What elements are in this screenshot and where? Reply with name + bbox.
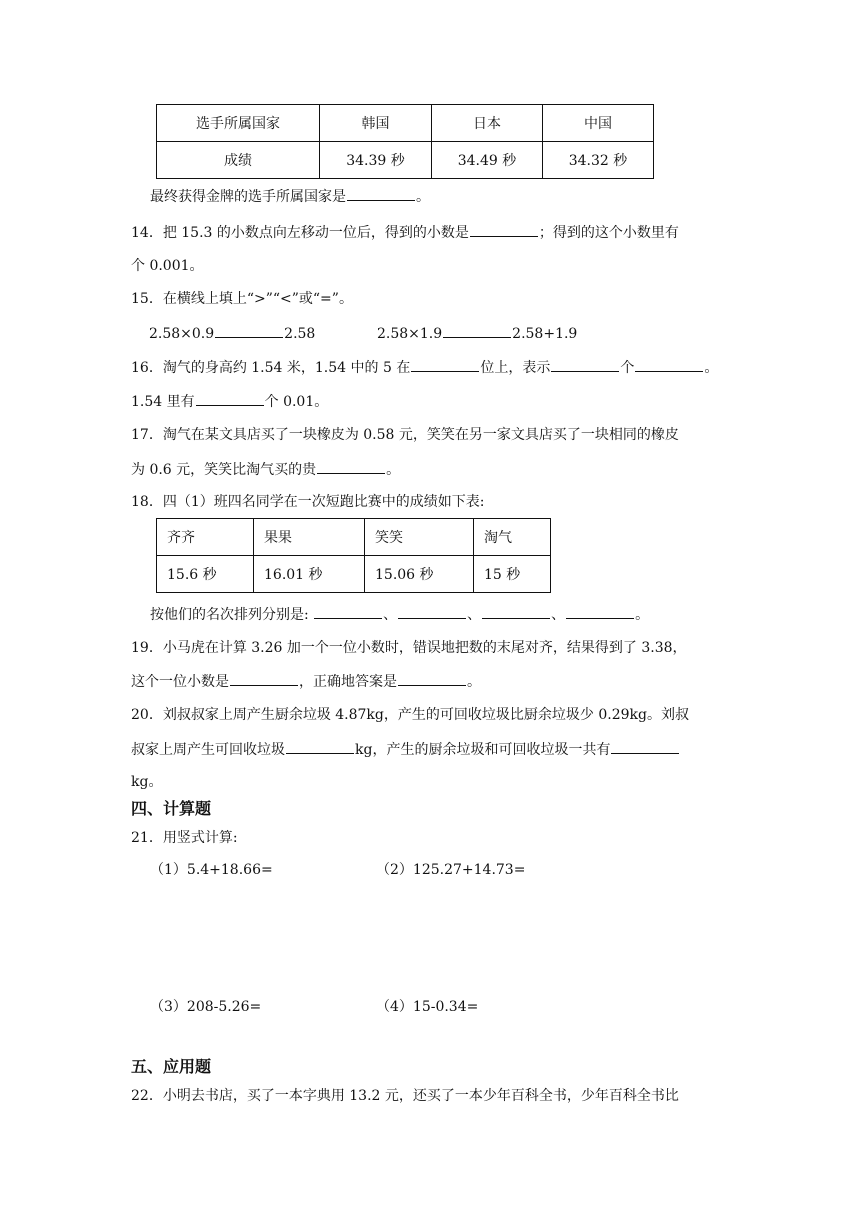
calc-item: （4）15-0.34= (376, 999, 479, 1015)
question-14: 14．把 15.3 的小数点向左移动一位后，得到的小数是 ；得到的这个小数里有 (131, 222, 679, 243)
answer-blank[interactable] (314, 604, 382, 619)
table-header-cell: 日本 (432, 105, 543, 142)
race-result-table (156, 518, 551, 593)
section-heading: 五、应用题 (131, 1057, 212, 1076)
table-cell: 齐齐 (157, 519, 254, 556)
question-20: 20．刘叔叔家上周产生厨余垃圾 4.87kg，产生的可回收垃圾比厨余垃圾少 0.29kg。刘叔 (131, 707, 689, 723)
table-row (157, 519, 551, 556)
table-cell: 笑笑 (365, 519, 474, 556)
question-20-line2: 叔家上周产生可回收垃圾 kg，产生的厨余垃圾和可回收垃圾一共有 (131, 739, 680, 760)
table-header-cell: 中国 (543, 105, 654, 142)
answer-blank[interactable] (611, 739, 679, 754)
calc-item: （1）5.4+18.66= (150, 862, 273, 878)
question-17-line2: 为 0.6 元，笑笑比淘气买的贵 。 (131, 459, 400, 480)
question-20-line3: kg。 (131, 774, 163, 790)
question-22: 22．小明去书店，买了一本字典用 13.2 元，还买了一本少年百科全书，少年百科全书比 (131, 1088, 679, 1104)
answer-blank[interactable] (398, 671, 466, 686)
answer-blank[interactable] (317, 459, 385, 474)
table-cell: 15.6 秒 (157, 556, 254, 593)
table-cell: 15.06 秒 (365, 556, 474, 593)
answer-blank[interactable] (411, 357, 479, 372)
answer-blank[interactable] (215, 323, 283, 338)
question-19-line2: 这个一位小数是 ，正确地答案是 。 (131, 671, 481, 692)
table-header-cell: 选手所属国家 (157, 105, 320, 142)
question-15-b: 2.58×1.9 2.58+1.9 (377, 323, 577, 344)
answer-blank[interactable] (470, 222, 538, 237)
table-row (157, 556, 551, 593)
question-14-line2: 个 0.001。 (131, 258, 204, 274)
answer-blank[interactable] (398, 604, 466, 619)
table-cell: 16.01 秒 (254, 556, 365, 593)
question-21: 21．用竖式计算: (131, 830, 238, 846)
question-16-line2: 1.54 里有 个 0.01。 (131, 391, 328, 412)
answer-blank[interactable] (286, 739, 354, 754)
table-cell: 34.49 秒 (432, 142, 543, 179)
question-15-a: 2.58×0.9 2.58 (149, 323, 315, 344)
answer-blank[interactable] (230, 671, 298, 686)
athlete-score-table (156, 104, 654, 179)
table-cell: 成绩 (157, 142, 320, 179)
answer-blank[interactable] (635, 357, 703, 372)
calc-item: （3）208-5.26= (150, 999, 262, 1015)
table-cell: 淘气 (474, 519, 551, 556)
table-cell: 果果 (254, 519, 365, 556)
answer-blank[interactable] (566, 604, 634, 619)
answer-blank[interactable] (482, 604, 550, 619)
question-19: 19．小马虎在计算 3.26 加一个一位小数时，错误地把数的末尾对齐，结果得到了 3.38， (131, 640, 687, 656)
question-18-ranking: 按他们的名次排列分别是: 、 、 、 。 (150, 604, 649, 625)
question-15: 15．在横线上填上“>”“<”或“=”。 (131, 291, 353, 307)
answer-blank[interactable] (443, 323, 511, 338)
question-16: 16．淘气的身高约 1.54 米，1.54 中的 5 在 位上，表示 个 。 (131, 357, 718, 378)
calc-item: （2）125.27+14.73= (376, 862, 526, 878)
answer-blank[interactable] (196, 391, 264, 406)
section-heading: 四、计算题 (131, 799, 212, 818)
table-row (157, 105, 654, 142)
question-17: 17．淘气在某文具店买了一块橡皮为 0.58 元，笑笑在另一家文具店买了一块相同的橡皮 (131, 427, 679, 443)
table-header-cell: 韩国 (320, 105, 432, 142)
table-cell: 34.39 秒 (320, 142, 432, 179)
answer-blank[interactable] (551, 357, 619, 372)
table-row (157, 142, 654, 179)
answer-blank[interactable] (347, 186, 415, 201)
q13-answer-line: 最终获得金牌的选手所属国家是 。 (150, 186, 430, 207)
table-cell: 15 秒 (474, 556, 551, 593)
table-cell: 34.32 秒 (543, 142, 654, 179)
question-18: 18．四（1）班四名同学在一次短跑比赛中的成绩如下表: (131, 494, 485, 510)
